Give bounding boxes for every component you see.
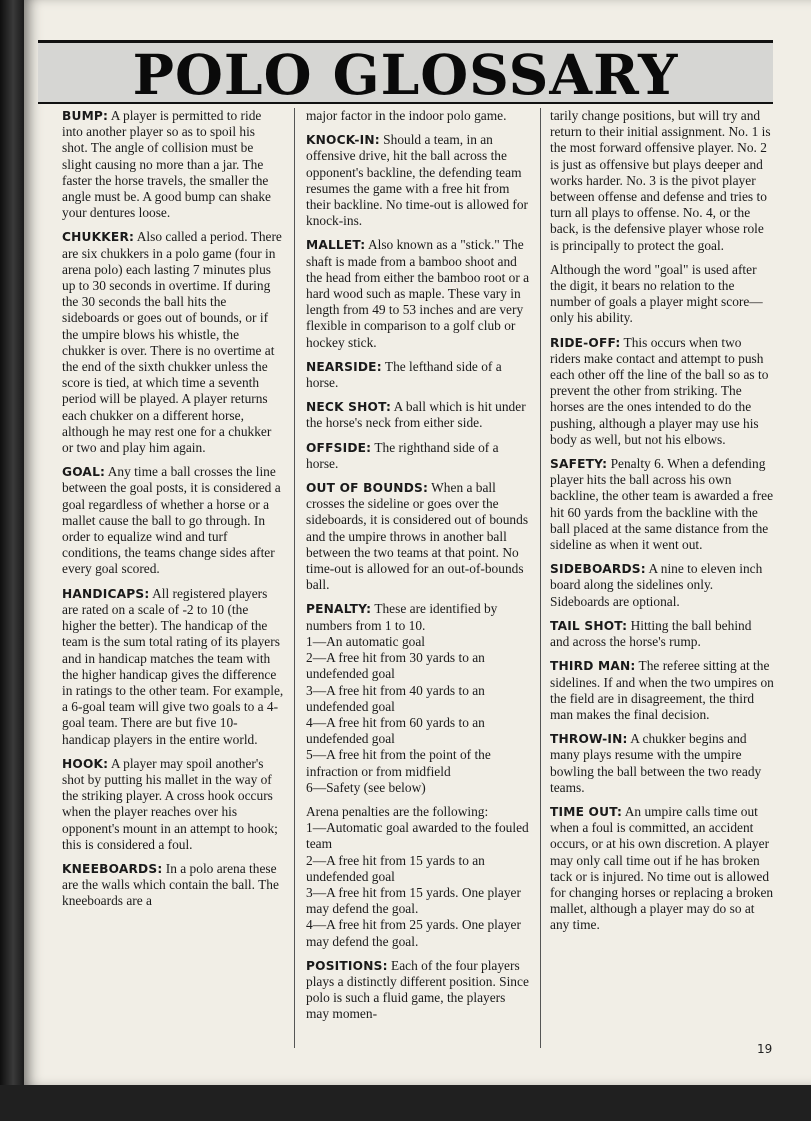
scan-bottom-edge: [0, 1085, 811, 1121]
glossary-entry: [550, 108, 774, 254]
glossary-entry: [550, 262, 774, 327]
glossary-term: SAFETY:: [550, 457, 608, 472]
glossary-definition: Arena penalties are the following:: [306, 803, 489, 819]
glossary-definition: These are identified by numbers from 1 to 10.: [306, 601, 498, 633]
glossary-definition: A player is permitted to ride into another player so as to spoil his shot. The angle of collision must be slight causing no more than a jar. The faster the horse travels, the smaller the angle must be. A good bump can shake your dentures loose.: [62, 108, 272, 221]
glossary-definition: A nine to eleven inch board along the sidelines only. Sideboards are optional.: [550, 561, 763, 609]
glossary-column-3: [550, 108, 774, 942]
glossary-entry: [306, 958, 530, 1023]
glossary-term: THIRD MAN:: [550, 659, 636, 674]
glossary-term: KNEEBOARDS:: [62, 861, 163, 876]
glossary-term: BUMP:: [62, 109, 109, 123]
glossary-entry: [62, 756, 284, 853]
glossary-definition: A chukker begins and many plays resume with the umpire bowling the ball between the two ready teams.: [550, 731, 762, 795]
penalty-line: 1—Automatic goal awarded to the fouled team: [306, 820, 529, 852]
glossary-entry: [306, 440, 530, 472]
glossary-term: MALLET:: [306, 238, 366, 253]
book-spine-shadow: [0, 0, 24, 1085]
glossary-term: KNOCK-IN:: [306, 133, 380, 148]
glossary-entry: [62, 586, 284, 748]
glossary-entry: [550, 335, 774, 448]
glossary-entry: [306, 480, 530, 593]
glossary-entry: [306, 237, 530, 350]
glossary-definition: A player may spoil another's shot by putting his mallet in the way of the striking player. A cross hook occurs when the player reaches over his opponent's mount in an attempt to hook; this is considered a foul.: [62, 755, 278, 852]
penalty-line: 3—A free hit from 40 yards to an undefended goal: [306, 682, 485, 714]
glossary-definition: Any time a ball crosses the line between the goal posts, it is considered a goal regardless of whether a horse or a mallet cause the ball to go through. In order to equalize wind and turf conditions, the teams change sides after every goal scored.: [62, 464, 281, 577]
column-divider-1: [294, 108, 295, 1048]
glossary-entry: [306, 132, 530, 229]
glossary-definition: The righthand side of a horse.: [306, 439, 499, 471]
column-divider-2: [540, 108, 541, 1048]
glossary-term: RIDE-OFF:: [550, 335, 621, 350]
penalty-line: 6—Safety (see below): [306, 779, 426, 795]
glossary-column-1: [62, 108, 284, 918]
glossary-definition: Also known as a "stick." The shaft is made from a bamboo shoot and the head from either the bamboo root or a hard wood such as maple. These vary in length from 49 to 53 inches and are very flexible in comparison to a golf club or hockey stick.: [306, 237, 530, 350]
glossary-term: NECK SHOT:: [306, 400, 392, 415]
glossary-entry: [550, 456, 774, 553]
glossary-entry: [62, 229, 284, 456]
glossary-term: CHUKKER:: [62, 230, 135, 245]
glossary-definition: When a ball crosses the sideline or goes over the sideboards, it is considered out of bounds and the umpire throws in another ball between the two teams at that point. No time-out is allowed for an out-of-bounds ball.: [306, 480, 529, 593]
glossary-term: THROW-IN:: [550, 732, 628, 747]
glossary-definition: Penalty 6. When a defending player hits the ball across his own backline, the other team is awarded a free hit 60 yards from the backline with the ball placed at the same distance from the sideline as when it went out.: [550, 456, 774, 553]
glossary-term: TAIL SHOT:: [550, 618, 628, 633]
page-title: POLO GLOSSARY: [132, 42, 679, 107]
glossary-definition: Each of the four players plays a distinctly different position. Since polo is such a fluid game, the players may momen-: [306, 957, 529, 1022]
glossary-definition: Although the word "goal" is used after the digit, it bears no relation to the number of goals a player might score—only his ability.: [550, 261, 763, 326]
glossary-term: HANDICAPS:: [62, 586, 150, 601]
glossary-term: SIDEBOARDS:: [550, 562, 646, 577]
glossary-definition: tarily change positions, but will try and return to their initial assignment. No. 1 is the most forward offensive player. No. 2 is just as offensive but plays deeper and works harder. No. 3 is the pivot player between offense and defense and tries to turn all plays to offense. No. 4, or the back, is the defensive player whose role is principally to protect the goal.: [550, 108, 771, 253]
glossary-definition: In a polo arena these are the walls which contain the ball. The kneeboards are a: [62, 860, 279, 909]
glossary-definition: All registered players are rated on a scale of -2 to 10 (the higher the better). The handicap of the team is the sum total rating of its players and in handicap matches the team with the higher handicap gives the difference in ratings to the other team. For example, a 6-goal team will give two goals to a 4-goal team. There are but five 10-handicap players in the entire world.: [62, 585, 284, 747]
glossary-definition: The referee sitting at the sidelines. If and when the two umpires on the field are in disagreement, the third man makes the final decision.: [550, 658, 774, 722]
glossary-definition: Should a team, in an offensive drive, hit the ball across the opponent's backline, the defending team resumes the game with a free hit from their backline. No time-out is allowed for knock-ins.: [306, 132, 528, 229]
glossary-definition: Hitting the ball behind and across the horse's rump.: [550, 617, 752, 650]
glossary-term: TIME OUT:: [550, 804, 623, 819]
glossary-entry: [550, 804, 774, 934]
glossary-entry: [306, 399, 530, 431]
penalty-line: 4—A free hit from 60 yards to an undefended goal: [306, 714, 485, 747]
page-number: 19: [757, 1042, 773, 1056]
glossary-column-2: [306, 108, 530, 1031]
glossary-term: HOOK:: [62, 756, 109, 771]
glossary-definition: The lefthand side of a horse.: [306, 358, 502, 391]
glossary-entry: [550, 658, 774, 723]
glossary-entry: [550, 731, 774, 796]
glossary-term: OUT OF BOUNDS:: [306, 481, 429, 496]
glossary-term: NEARSIDE:: [306, 359, 382, 374]
glossary-definition: A ball which is hit under the horse's neck from either side.: [306, 399, 526, 431]
glossary-definition: An umpire calls time out when a foul is committed, an accident occurs, or at his own discretion. A player may only call time out if he has broken tack or is injured. No time out is allowed for changing horses or replacing a broken mallet, although a player may do so at any time.: [550, 803, 774, 933]
penalty-line: 2—A free hit from 30 yards to an undefended goal: [306, 650, 485, 682]
glossary-term: OFFSIDE:: [306, 440, 372, 455]
glossary-definition: This occurs when two riders make contact and attempt to push each other off the line of the ball so as to prevent the other from striking. The horses are the ones intended to do the pushing, although a player may use his body as well, but not his elbows.: [550, 334, 769, 447]
glossary-definition: major factor in the indoor polo game.: [306, 108, 507, 123]
glossary-entry: [550, 561, 774, 610]
penalty-line: 3—A free hit from 15 yards. One player may defend the goal.: [306, 884, 521, 917]
glossary-definition: Also called a period. There are six chukkers in a polo game (four in arena polo) each lasting 7 minutes plus up to 30 seconds in overtime. If during the 30 seconds the ball hits the sideboards or goes out of bounds, or if the umpire blows his whistle, the chukker is over. There is no overtime at the end of the sixth chukker unless the score is tied, at which time a seventh period will be played. A player returns each chukker on a different horse, although he may rest one for a chukker or two and play him again.: [62, 229, 282, 456]
penalty-line: 1—An automatic goal: [306, 633, 425, 649]
glossary-term: POSITIONS:: [306, 958, 388, 973]
glossary-entry: [306, 601, 530, 795]
glossary-term: PENALTY:: [306, 602, 372, 617]
penalty-line: 2—A free hit from 15 yards to an undefended goal: [306, 852, 485, 884]
glossary-entry: [62, 861, 284, 910]
glossary-entry: [306, 804, 530, 950]
glossary-entry: [62, 108, 284, 221]
glossary-entry: [62, 464, 284, 577]
penalty-line: 5—A free hit from the point of the infraction or from midfield: [306, 747, 491, 779]
glossary-entry: [306, 108, 530, 124]
glossary-entry: [550, 618, 774, 650]
penalty-line: 4—A free hit from 25 yards. One player may defend the goal.: [306, 917, 521, 949]
glossary-term: GOAL:: [62, 465, 106, 480]
glossary-entry: [306, 359, 530, 391]
